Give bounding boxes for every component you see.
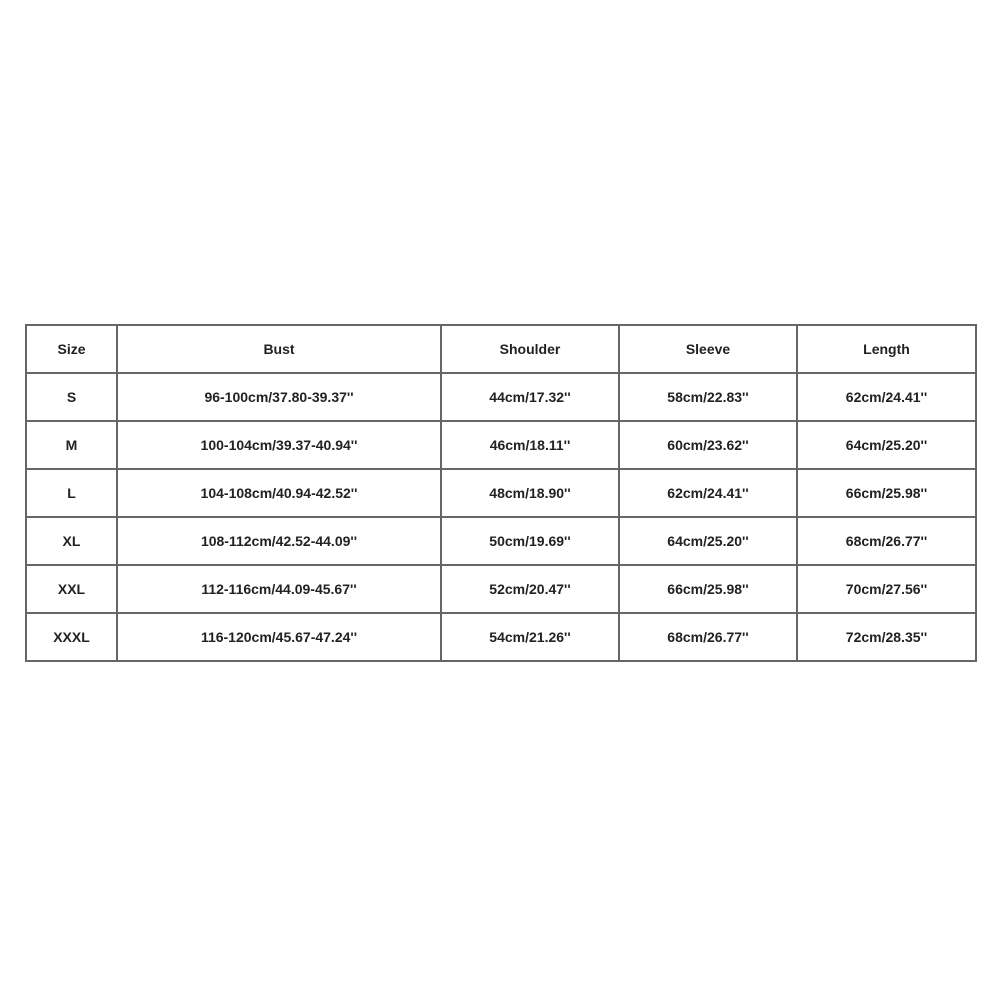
sleeve-cell: 58cm/22.83'' xyxy=(619,373,797,421)
size-cell: XL xyxy=(26,517,117,565)
size-cell: M xyxy=(26,421,117,469)
table-row xyxy=(26,517,976,565)
table-row xyxy=(26,565,976,613)
table-row xyxy=(26,421,976,469)
sleeve-cell: 64cm/25.20'' xyxy=(619,517,797,565)
length-cell: 64cm/25.20'' xyxy=(797,421,976,469)
bust-cell: 96-100cm/37.80-39.37'' xyxy=(117,373,441,421)
header-shoulder: Shoulder xyxy=(441,325,619,373)
shoulder-cell: 48cm/18.90'' xyxy=(441,469,619,517)
length-cell: 62cm/24.41'' xyxy=(797,373,976,421)
table-row xyxy=(26,613,976,661)
shoulder-cell: 44cm/17.32'' xyxy=(441,373,619,421)
header-size: Size xyxy=(26,325,117,373)
bust-cell: 108-112cm/42.52-44.09'' xyxy=(117,517,441,565)
header-length: Length xyxy=(797,325,976,373)
shoulder-cell: 52cm/20.47'' xyxy=(441,565,619,613)
header-sleeve: Sleeve xyxy=(619,325,797,373)
length-cell: 66cm/25.98'' xyxy=(797,469,976,517)
length-cell: 68cm/26.77'' xyxy=(797,517,976,565)
shoulder-cell: 50cm/19.69'' xyxy=(441,517,619,565)
table-header-row xyxy=(26,325,976,373)
size-cell: XXXL xyxy=(26,613,117,661)
bust-cell: 104-108cm/40.94-42.52'' xyxy=(117,469,441,517)
sleeve-cell: 68cm/26.77'' xyxy=(619,613,797,661)
size-cell: L xyxy=(26,469,117,517)
bust-cell: 116-120cm/45.67-47.24'' xyxy=(117,613,441,661)
size-chart-table xyxy=(25,324,977,662)
table-row xyxy=(26,373,976,421)
sleeve-cell: 62cm/24.41'' xyxy=(619,469,797,517)
bust-cell: 100-104cm/39.37-40.94'' xyxy=(117,421,441,469)
length-cell: 70cm/27.56'' xyxy=(797,565,976,613)
sleeve-cell: 60cm/23.62'' xyxy=(619,421,797,469)
size-cell: XXL xyxy=(26,565,117,613)
sleeve-cell: 66cm/25.98'' xyxy=(619,565,797,613)
size-cell: S xyxy=(26,373,117,421)
table-row xyxy=(26,469,976,517)
length-cell: 72cm/28.35'' xyxy=(797,613,976,661)
header-bust: Bust xyxy=(117,325,441,373)
shoulder-cell: 46cm/18.11'' xyxy=(441,421,619,469)
bust-cell: 112-116cm/44.09-45.67'' xyxy=(117,565,441,613)
shoulder-cell: 54cm/21.26'' xyxy=(441,613,619,661)
